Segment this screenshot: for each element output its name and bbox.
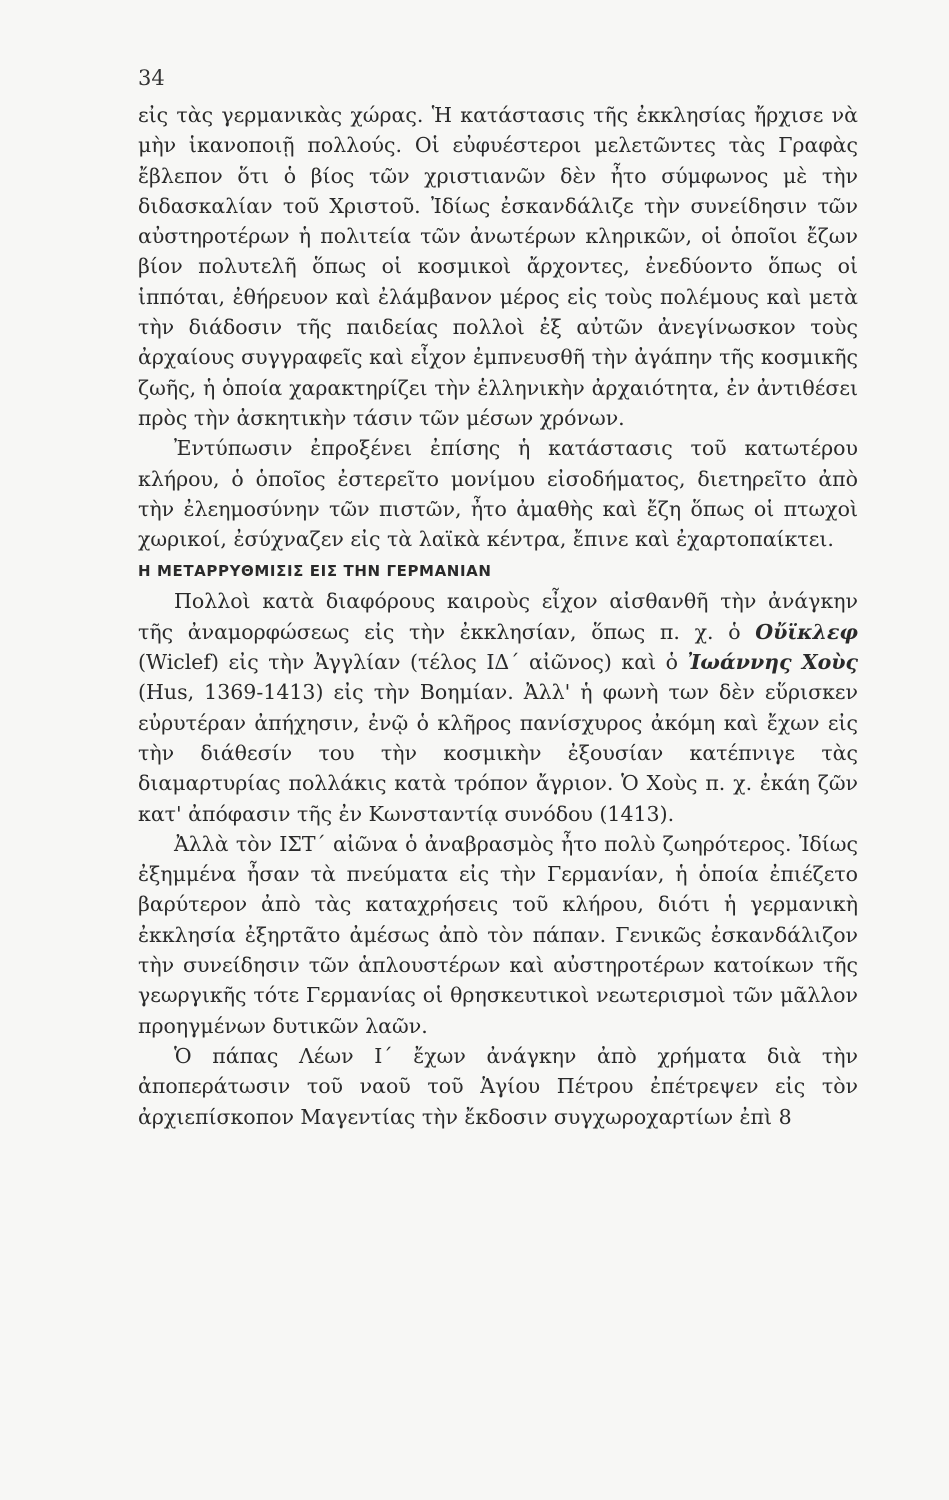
name-hus: Ἰωάννης Χοὺς (687, 650, 858, 675)
page-number: 34 (138, 66, 165, 90)
paragraph-sixteenth-century: Ἀλλὰ τὸν ΙΣΤ΄ αἰῶνα ὁ ἀναβρασμὸς ἦτο πολὺ ζωηρότερος. Ἰδίως ἐξημμένα ἦσαν τὰ πνεύματα εἰς τὴν Γερμανίαν, ἡ ὁποία ἐπιέζετο βαρύτερον ἀπὸ τὰς καταχρήσεις τοῦ κλήρου, διότι ἡ γερμανικὴ ἐκκλησία ἐξηρτᾶτο ἀμέσως ἀπὸ τὸν πάπαν. Γενικῶς ἐσκανδάλιζον τὴν συνείδησιν τῶν ἁπλουστέρων καὶ αὐστηροτέρων κατοίκων τῆς γεωργικῆς τότε Γερμανίας οἱ θρησκευτικοὶ νεωτερισμοὶ τῶν μᾶλλον προηγμένων δυτικῶν λαῶν. (138, 831, 858, 1038)
section-heading: Η ΜΕΤΑΡΡΥΘΜΙΣΙΣ ΕΙΣ ΤΗΝ ΓΕΡΜΑΝΙΑΝ (138, 562, 492, 581)
paragraph-lower-clergy: Ἐντύπωσιν ἐπροξένει ἐπίσης ἡ κατάστασις τοῦ κατωτέρου κλήρου, ὁ ὁποῖος ἐστερεῖτο μονίμου εἰσοδήματος, διετηρεῖτο ἀπὸ τὴν ἐλεημοσύνην τῶν πιστῶν, ἦτο ἀμαθὴς καὶ ἔζη ὅπως οἱ πτωχοὶ χωρικοί, ἐσύχναζεν εἰς τὰ λαϊκὰ κέντρα, ἔπινε καὶ ἐχαρτοπαίκτει. (138, 436, 858, 552)
paragraph-pope-leo: Ὁ πάπας Λέων Ι΄ ἔχων ἀνάγκην ἀπὸ χρήματα διὰ τὴν ἀποπεράτωσιν τοῦ ναοῦ τοῦ Ἁγίου Πέτρου ἐπέτρεψεν εἰς τὸν ἀρχιεπίσκοπον Μαγεντίας τὴν ἔκδοσιν συγχωροχαρτίων ἐπὶ 8 (138, 1043, 858, 1129)
name-wiclef: Οὔϊκλεφ (755, 619, 858, 644)
body-text (138, 100, 858, 1132)
paragraph-wiclef-hus (138, 586, 858, 828)
text-run: (Wiclef) εἰς τὴν Ἀγγλίαν (τέλος ΙΔ΄ αἰῶνος) καὶ ὁ (138, 650, 688, 675)
text-run: Πολλοὶ κατὰ διαφόρους καιροὺς εἶχον αἰσθανθῆ τὴν ἀνάγκην τῆς ἀναμορφώσεως εἰς τὴν ἐκκλησίαν, ὅπως π. χ. ὁ (138, 589, 858, 644)
paragraph-churches-state: εἰς τὰς γερμανικὰς χώρας. Ἡ κατάστασις τῆς ἐκκλησίας ἤρχισε νὰ μὴν ἱκανοποιῇ πολλούς. Οἱ εὐφυέστεροι μελετῶντες τὰς Γραφὰς ἔβλεπον ὅτι ὁ βίος τῶν χριστιανῶν δὲν ἦτο σύμφωνος μὲ τὴν διδασκαλίαν τοῦ Χριστοῦ. Ἰδίως ἐσκανδάλιζε τὴν συνείδησιν τῶν αὐστηροτέρων ἡ πολιτεία τῶν ἀνωτέρων κληρικῶν, οἱ ὁποῖοι ἔζων βίον πολυτελῆ ὅπως οἱ κοσμικοὶ ἄρχοντες, ἐνεδύοντο ὅπως οἱ ἱππόται, ἐθήρευον καὶ ἐλάμβανον μέρος εἰς τοὺς πολέμους καὶ μετὰ τὴν διάδοσιν τῆς παιδείας πολλοὶ ἐξ αὐτῶν ἀνεγίνωσκον τοὺς ἀρχαίους συγγραφεῖς καὶ εἶχον ἐμπνευσθῆ τὴν ἀγάπην τῆς κοσμικῆς ζωῆς, ἡ ὁποία χαρακτηρίζει τὴν ἑλληνικὴν ἀρχαιότητα, ἐν ἀντιθέσει πρὸς τὴν ἀσκητικὴν τάσιν τῶν μέσων χρόνων. (138, 103, 858, 430)
text-run: (Hus, 1369-1413) εἰς τὴν Βοημίαν. Ἀλλ' ἡ φωνὴ των δὲν εὕρισκεν εὐρυτέραν ἀπήχησιν, ἐνῷ ὁ κλῆρος πανίσχυρος ἀκόμη καὶ ἔχων εἰς τὴν διάθεσίν του τὴν κοσμικὴν ἐξουσίαν κατέπνιγε τὰς διαμαρτυρίας πολλάκις κατὰ τρόπον ἄγριον. Ὁ Χοὺς π. χ. ἐκάη ζῶν κατ' ἀπόφασιν τῆς ἐν Κωνσταντίᾳ συνόδου (1413). (138, 680, 858, 826)
